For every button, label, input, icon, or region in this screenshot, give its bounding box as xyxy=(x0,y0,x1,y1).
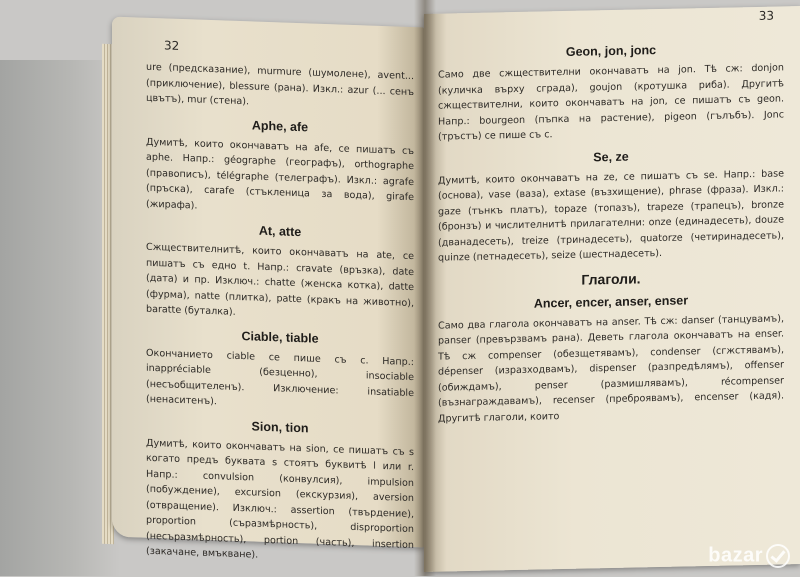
section-heading: At, atte xyxy=(258,223,302,240)
right-page-number: 33 xyxy=(758,8,774,23)
left-section xyxy=(146,220,414,327)
left-intro-text: ure (предсказание), murmure (шумолене), avent... (приключение), blessure (рана). Изкл.: azur (... сенъ цвътъ), mur (стена). xyxy=(146,61,414,108)
section-text: Думитѣ, които окончаватъ на afe, се пишатъ съ aphe. Напр.: géographe (географъ), orthographe (правописъ), télégraphe (телеграфъ). Изкл.: agrafe (пръска), carafe (стъкленица за вода), girafe (жирафа). xyxy=(146,136,414,212)
section-text: Само две сжществителни окончаватъ на jon. Тѣ сж: donjon (куличка върху сграда), goujon (кротушка риба). Другитѣ сжществителни, които окончаватъ на jon, се пишатъ съ geon. Напр.: bourgeon (пъпка на растение), pigeon (гълъбъ). Jonc (тръстъ) се пише съ c. xyxy=(438,62,784,143)
section-text: Думитѣ, които окончаватъ на ze, се пишатъ съ se. Напр.: base (основа), vase (ваза), extase (възхищение), phrase (фраза). Изкл.: gaze (тънкъ платъ), topaze (топазъ), trapeze (трапецъ), bronze (бронзъ) и числителнитѣ прилагателни: onze (единадесеть), douze (дванадесеть), treize (тринадесеть), quatorze (четиринадесеть), quinze (петнадесеть), seize (шестнадесеть). xyxy=(438,167,784,264)
watermark-logo xyxy=(708,544,790,568)
section-text: Думитѣ, които окончаватъ на sion, се пишатъ съ s когато предъ буквата s стоятъ буквитѣ l или r. Напр.: convulsion (конвулсия), impulsion (побуждение), excursion (екскурзия), aversion (отвращение). Изключ.: assertion (твърдение), proportion (съразмѣрность), disproportion (несъразмѣрность), portion (часть), insertion (закачане, вмъкване). xyxy=(146,437,414,561)
left-section xyxy=(146,415,414,568)
section-text: Окончанието ciable се пише съ c. Напр.: inappréciable (безценно), insociable (несъобщителенъ). Изключение: insatiable (ненаситенъ). xyxy=(146,347,414,408)
section-heading: Se, ze xyxy=(593,149,629,164)
left-page-number: 32 xyxy=(164,38,180,53)
right-section xyxy=(438,291,784,427)
checkmark-icon xyxy=(766,544,790,568)
section-heading: Aphe, afe xyxy=(251,117,309,134)
right-section xyxy=(438,146,784,266)
section-text: Сжществителнитѣ, които окончаватъ на ate, се пишатъ съ едно t. Напр.: cravate (връзка), date (дата) и пр. Изключ.: chatte (женска котка), datte (фурма), natte (плитка), patte (кракъ на животно), baratte (буталка). xyxy=(146,241,414,318)
section-heading: Ciable, tiable xyxy=(241,328,319,346)
watermark-logo-text: bazar xyxy=(708,544,763,567)
right-page xyxy=(424,6,800,572)
right-section xyxy=(438,40,784,145)
right-section xyxy=(438,267,784,290)
section-heading: Ancer, encer, anser, enser xyxy=(533,292,689,311)
book-spine-shadow xyxy=(414,0,436,576)
left-section xyxy=(146,325,414,416)
chapter-heading: Глаголи. xyxy=(581,269,641,288)
left-page-body xyxy=(146,60,414,577)
section-heading: Geon, jon, jonc xyxy=(565,43,657,59)
right-page-body xyxy=(438,40,784,434)
section-text: Само два глагола окончаватъ на anser. Тѣ сж: danser (танцувамъ), panser (превързвамъ рана). Деветь глагола окончаватъ на enser. Тѣ сж compenser (обезщетявамъ), condenser (сгжстявамъ), dépenser (изразходвамъ), dispenser (разпредѣлямъ), offenser (обиждамъ), penser (размишлявамъ), récompenser (възнаграждавамъ), recenser (преброявамъ), encenser (кадя). Другитѣ глаголи, които xyxy=(438,312,784,425)
section-heading: Sion, tion xyxy=(251,418,309,435)
left-page xyxy=(112,17,424,561)
left-section xyxy=(146,114,414,221)
